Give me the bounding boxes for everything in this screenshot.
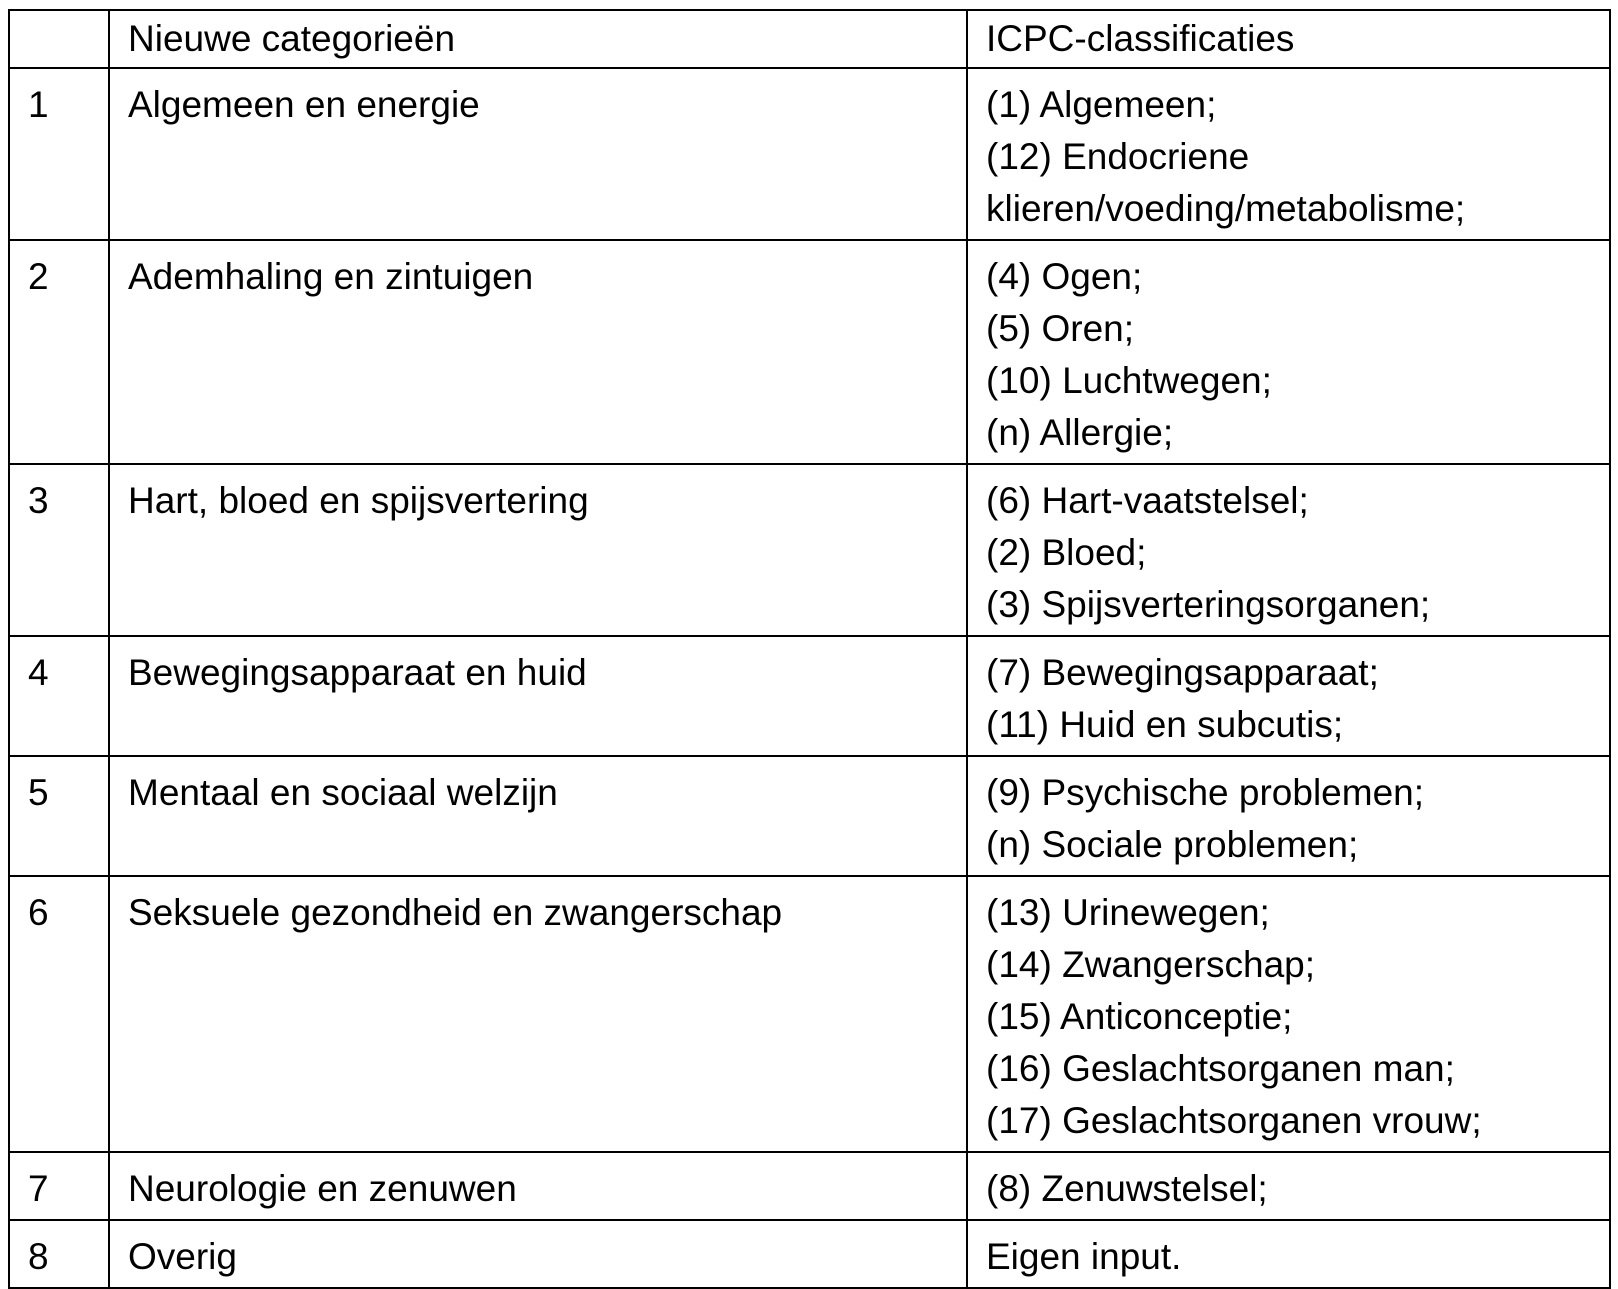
- icpc-item: (12) Endocriene: [986, 136, 1250, 177]
- row-category: Ademhaling en zintuigen: [109, 240, 967, 464]
- icpc-item: klieren/voeding/metabolisme;: [986, 188, 1466, 229]
- icpc-item: (4) Ogen;: [986, 256, 1143, 297]
- row-icpc: [967, 68, 1610, 240]
- row-number: 6: [9, 876, 109, 1152]
- row-icpc: [967, 876, 1610, 1152]
- row-icpc: [967, 756, 1610, 876]
- row-number: 5: [9, 756, 109, 876]
- table-row: [9, 1152, 1610, 1220]
- icpc-item: (10) Luchtwegen;: [986, 360, 1272, 401]
- row-icpc: [967, 240, 1610, 464]
- table-header-row: [9, 10, 1610, 68]
- row-icpc: [967, 464, 1610, 636]
- row-category: Neurologie en zenuwen: [109, 1152, 967, 1220]
- table-row: [9, 636, 1610, 756]
- icpc-item: (17) Geslachtsorganen vrouw;: [986, 1100, 1482, 1141]
- icpc-item: (11) Huid en subcutis;: [986, 704, 1344, 745]
- icpc-item: Eigen input.: [986, 1236, 1182, 1277]
- row-number: 2: [9, 240, 109, 464]
- row-category: Seksuele gezondheid en zwangerschap: [109, 876, 967, 1152]
- header-number: [9, 10, 109, 68]
- row-category: Hart, bloed en spijsvertering: [109, 464, 967, 636]
- icpc-item: (6) Hart-vaatstelsel;: [986, 480, 1309, 521]
- icpc-item: (14) Zwangerschap;: [986, 944, 1316, 985]
- row-icpc: [967, 636, 1610, 756]
- icpc-item: (13) Urinewegen;: [986, 892, 1270, 933]
- icpc-item: (15) Anticonceptie;: [986, 996, 1293, 1037]
- row-category: Overig: [109, 1220, 967, 1288]
- row-number: 1: [9, 68, 109, 240]
- row-number: 4: [9, 636, 109, 756]
- table-row: [9, 1220, 1610, 1288]
- row-number: 3: [9, 464, 109, 636]
- table-row: [9, 876, 1610, 1152]
- header-category: Nieuwe categorieën: [109, 10, 967, 68]
- row-category: Bewegingsapparaat en huid: [109, 636, 967, 756]
- icpc-item: (3) Spijsverteringsorganen;: [986, 584, 1431, 625]
- table-row: [9, 240, 1610, 464]
- row-icpc: [967, 1152, 1610, 1220]
- icpc-item: (8) Zenuwstelsel;: [986, 1168, 1268, 1209]
- header-icpc: ICPC-classificaties: [967, 10, 1610, 68]
- icpc-item: (9) Psychische problemen;: [986, 772, 1425, 813]
- icpc-item: (5) Oren;: [986, 308, 1135, 349]
- table-row: [9, 68, 1610, 240]
- icpc-item: (n) Allergie;: [986, 412, 1174, 453]
- row-number: 8: [9, 1220, 109, 1288]
- icpc-item: (2) Bloed;: [986, 532, 1147, 573]
- table-row: [9, 464, 1610, 636]
- icpc-category-table: [8, 9, 1611, 1289]
- row-category: Algemeen en energie: [109, 68, 967, 240]
- icpc-item: (16) Geslachtsorganen man;: [986, 1048, 1455, 1089]
- table-row: [9, 756, 1610, 876]
- row-number: 7: [9, 1152, 109, 1220]
- row-icpc: [967, 1220, 1610, 1288]
- icpc-item: (1) Algemeen;: [986, 84, 1217, 125]
- icpc-item: (n) Sociale problemen;: [986, 824, 1359, 865]
- icpc-item: (7) Bewegingsapparaat;: [986, 652, 1379, 693]
- row-category: Mentaal en sociaal welzijn: [109, 756, 967, 876]
